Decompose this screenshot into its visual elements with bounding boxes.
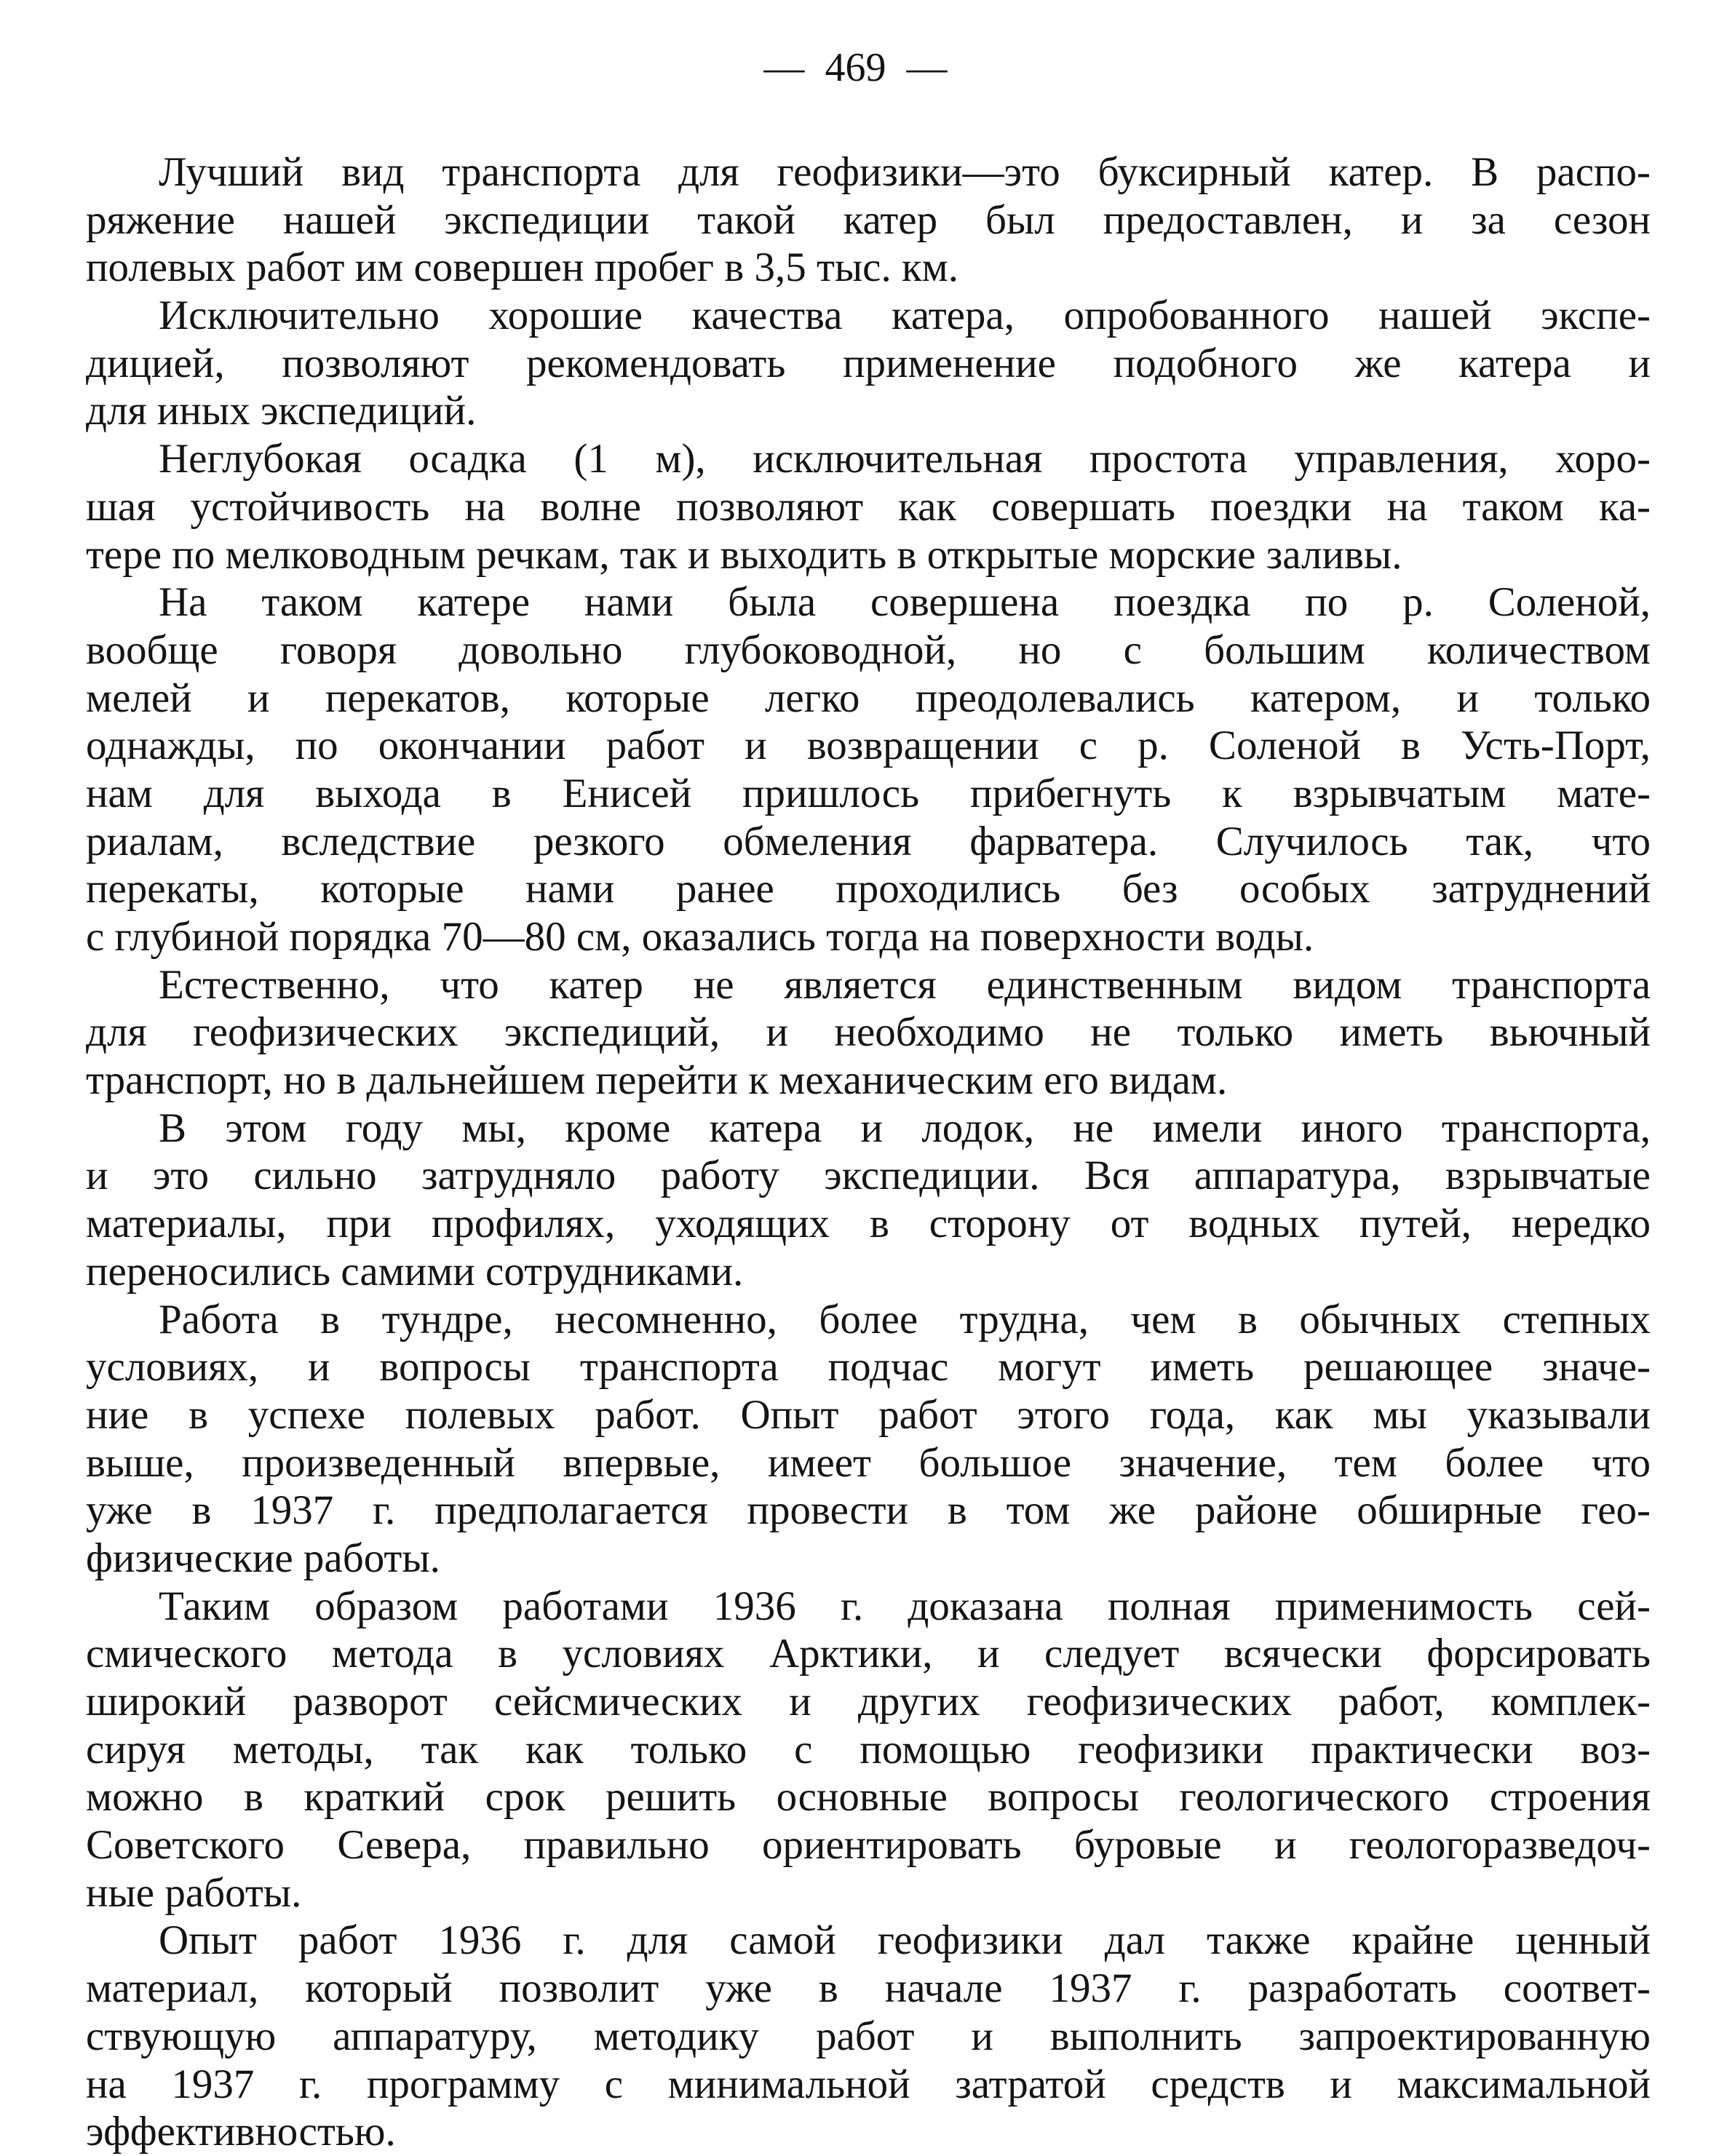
- text-line: эффективностью.: [86, 2109, 396, 2155]
- paragraph: [86, 1917, 1651, 2155]
- paragraph: [86, 292, 1651, 435]
- paragraph: [86, 148, 1651, 292]
- text-line: ные работы.: [86, 1869, 302, 1916]
- text-line: тере по мелководным речкам, так и выходить в открытые морские заливы.: [86, 531, 1402, 578]
- text-line: с глубиной порядка 70—80 см, оказались тогда на поверхности воды.: [86, 914, 1314, 960]
- text-line: сируя методы, так как только с помощью геофизики практически воз-: [86, 1726, 1651, 1773]
- text-line: условиях, и вопросы транспорта подчас могут иметь решающее значе-: [86, 1344, 1651, 1391]
- text-line: выше, произведенный впервые, имеет большое значение, тем более что: [86, 1439, 1651, 1486]
- text-line: широкий разворот сейсмических и других геофизических работ, комплек-: [86, 1679, 1651, 1725]
- text-line: вообще говоря довольно глубоководной, но с большим количеством: [86, 626, 1651, 673]
- text-line: В этом году мы, кроме катера и лодок, не имели иного транспорта,: [159, 1105, 1651, 1151]
- text-line: транспорт, но в дальнейшем перейти к механическим его видам.: [86, 1057, 1228, 1104]
- text-line: смического метода в условиях Арктики, и следует всячески форсировать: [86, 1631, 1651, 1677]
- paragraph: [86, 1583, 1651, 1917]
- text-line: шая устойчивость на волне позволяют как совершать поездки на таком ка-: [86, 483, 1651, 530]
- text-line: нам для выхода в Енисей пришлось прибегнуть к взрывчатым мате-: [86, 770, 1651, 816]
- text-line: ряжение нашей экспедиции такой катер был предоставлен, и за сезон: [86, 196, 1651, 243]
- text-line: риалам, вследствие резкого обмеления фарватера. Случилось так, что: [86, 818, 1651, 864]
- text-line: мелей и перекатов, которые легко преодолевались катером, и только: [86, 675, 1651, 721]
- paragraph: [86, 1296, 1651, 1583]
- text-line: для геофизических экспедиций, и необходимо не только иметь вьючный: [86, 1009, 1651, 1056]
- text-line: однажды, по окончании работ и возвращении с р. Соленой в Усть-Порт,: [86, 723, 1651, 769]
- text-line: Опыт работ 1936 г. для самой геофизики дал также крайне ценный: [159, 1917, 1651, 1964]
- text-line: и это сильно затрудняло работу экспедиции. Вся аппаратура, взрывчатые: [86, 1153, 1651, 1199]
- text-line: Неглубокая осадка (1 м), исключительная простота управления, хоро-: [159, 436, 1651, 482]
- paragraph: [86, 1105, 1651, 1296]
- text-line: можно в краткий срок решить основные вопросы геологического строения: [86, 1774, 1651, 1821]
- text-line: ние в успехе полевых работ. Опыт работ этого года, как мы указывали: [86, 1391, 1651, 1438]
- page-number: — 469 —: [763, 45, 948, 90]
- text-line: материалы, при профилях, уходящих в сторону от водных путей, нередко: [86, 1201, 1651, 1247]
- text-line: Советского Севера, правильно ориентировать буровые и геологоразведоч-: [86, 1822, 1651, 1869]
- text-line: уже в 1937 г. предполагается провести в том же районе обширные гео-: [86, 1487, 1651, 1534]
- text-line: Работа в тундре, несомненно, более трудна, чем в обычных степных: [159, 1296, 1651, 1342]
- text-line: На таком катере нами была совершена поездка по р. Соленой,: [159, 579, 1651, 626]
- text-line: дицией, позволяют рекомендовать применение подобного же катера и: [86, 340, 1651, 386]
- text-line: Таким образом работами 1936 г. доказана полная применимость сей-: [159, 1583, 1651, 1629]
- text-line: ствующую аппаратуру, методику работ и выполнить запроектированную: [86, 2013, 1651, 2059]
- text-line: Лучший вид транспорта для геофизики—это буксирный катер. В распо-: [159, 149, 1651, 195]
- text-line: на 1937 г. программу с минимальной затратой средств и максимальной: [86, 2061, 1651, 2107]
- body-text: [86, 148, 1651, 2156]
- text-line: Естественно, что катер не является единственным видом транспорта: [159, 961, 1651, 1008]
- paragraph: [86, 961, 1651, 1105]
- text-line: Исключительно хорошие качества катера, опробованного нашей экспе-: [159, 293, 1651, 339]
- text-line: перекаты, которые нами ранее проходились без особых затруднений: [86, 866, 1651, 912]
- text-line: переносились самими сотрудниками.: [86, 1248, 744, 1294]
- text-line: физические работы.: [86, 1535, 440, 1581]
- text-line: для иных экспедиций.: [86, 388, 477, 434]
- paragraph: [86, 578, 1651, 961]
- paragraph: [86, 435, 1651, 578]
- text-line: материал, который позволит уже в начале 1937 г. разработать соответ-: [86, 1965, 1651, 2012]
- text-line: полевых работ им совершен пробег в 3,5 тыс. км.: [86, 244, 958, 291]
